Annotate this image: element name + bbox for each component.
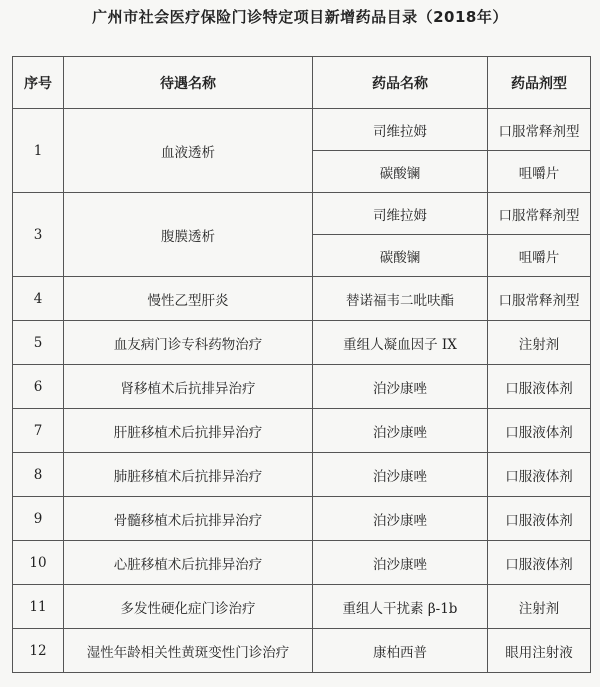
row-no: 9 bbox=[13, 497, 64, 541]
row-treatment: 血液透析 bbox=[64, 109, 313, 193]
row-treatment: 血友病门诊专科药物治疗 bbox=[64, 321, 313, 365]
drug-list-table bbox=[12, 56, 591, 673]
row-form: 眼用注射液 bbox=[488, 629, 591, 673]
row-form: 咀嚼片 bbox=[488, 235, 591, 277]
row-drug: 泊沙康唑 bbox=[313, 365, 488, 409]
row-no: 6 bbox=[13, 365, 64, 409]
table-row bbox=[13, 541, 591, 585]
row-drug: 泊沙康唑 bbox=[313, 541, 488, 585]
table-row bbox=[13, 109, 591, 151]
table-row bbox=[13, 629, 591, 673]
header-treatment: 待遇名称 bbox=[64, 57, 313, 109]
table-row bbox=[13, 409, 591, 453]
row-drug: 替诺福韦二吡呋酯 bbox=[313, 277, 488, 321]
row-form: 注射剂 bbox=[488, 321, 591, 365]
row-drug: 泊沙康唑 bbox=[313, 453, 488, 497]
row-form: 口服液体剂 bbox=[488, 453, 591, 497]
table-row bbox=[13, 321, 591, 365]
row-no: 4 bbox=[13, 277, 64, 321]
header-no: 序号 bbox=[13, 57, 64, 109]
row-form: 口服常释剂型 bbox=[488, 193, 591, 235]
row-drug: 泊沙康唑 bbox=[313, 497, 488, 541]
row-treatment: 腹膜透析 bbox=[64, 193, 313, 277]
row-form: 口服液体剂 bbox=[488, 541, 591, 585]
row-drug: 碳酸镧 bbox=[313, 151, 488, 193]
row-drug: 重组人凝血因子 IX bbox=[313, 321, 488, 365]
row-form: 口服液体剂 bbox=[488, 409, 591, 453]
row-drug: 重组人干扰素 β-1b bbox=[313, 585, 488, 629]
row-treatment: 慢性乙型肝炎 bbox=[64, 277, 313, 321]
row-form: 口服液体剂 bbox=[488, 365, 591, 409]
row-treatment: 多发性硬化症门诊治疗 bbox=[64, 585, 313, 629]
row-drug: 康柏西普 bbox=[313, 629, 488, 673]
row-form: 口服液体剂 bbox=[488, 497, 591, 541]
row-treatment: 肝脏移植术后抗排异治疗 bbox=[64, 409, 313, 453]
table-row bbox=[13, 277, 591, 321]
table-row bbox=[13, 453, 591, 497]
header-drug: 药品名称 bbox=[313, 57, 488, 109]
row-treatment: 骨髓移植术后抗排异治疗 bbox=[64, 497, 313, 541]
row-no: 3 bbox=[13, 193, 64, 277]
table-header-row bbox=[13, 57, 591, 109]
row-drug: 司维拉姆 bbox=[313, 109, 488, 151]
table-row bbox=[13, 585, 591, 629]
row-form: 口服常释剂型 bbox=[488, 109, 591, 151]
row-no: 12 bbox=[13, 629, 64, 673]
row-no: 5 bbox=[13, 321, 64, 365]
table-row bbox=[13, 193, 591, 235]
row-no: 11 bbox=[13, 585, 64, 629]
row-form: 咀嚼片 bbox=[488, 151, 591, 193]
row-drug: 碳酸镧 bbox=[313, 235, 488, 277]
row-form: 口服常释剂型 bbox=[488, 277, 591, 321]
row-no: 8 bbox=[13, 453, 64, 497]
row-no: 10 bbox=[13, 541, 64, 585]
row-form: 注射剂 bbox=[488, 585, 591, 629]
row-drug: 泊沙康唑 bbox=[313, 409, 488, 453]
row-no: 7 bbox=[13, 409, 64, 453]
row-no: 1 bbox=[13, 109, 64, 193]
row-treatment: 湿性年龄相关性黄斑变性门诊治疗 bbox=[64, 629, 313, 673]
row-treatment: 心脏移植术后抗排异治疗 bbox=[64, 541, 313, 585]
row-treatment: 肾移植术后抗排异治疗 bbox=[64, 365, 313, 409]
table-row bbox=[13, 497, 591, 541]
table-row bbox=[13, 365, 591, 409]
row-drug: 司维拉姆 bbox=[313, 193, 488, 235]
header-form: 药品剂型 bbox=[488, 57, 591, 109]
document-title: 广州市社会医疗保险门诊特定项目新增药品目录（2018年） bbox=[92, 8, 508, 26]
row-treatment: 肺脏移植术后抗排异治疗 bbox=[64, 453, 313, 497]
